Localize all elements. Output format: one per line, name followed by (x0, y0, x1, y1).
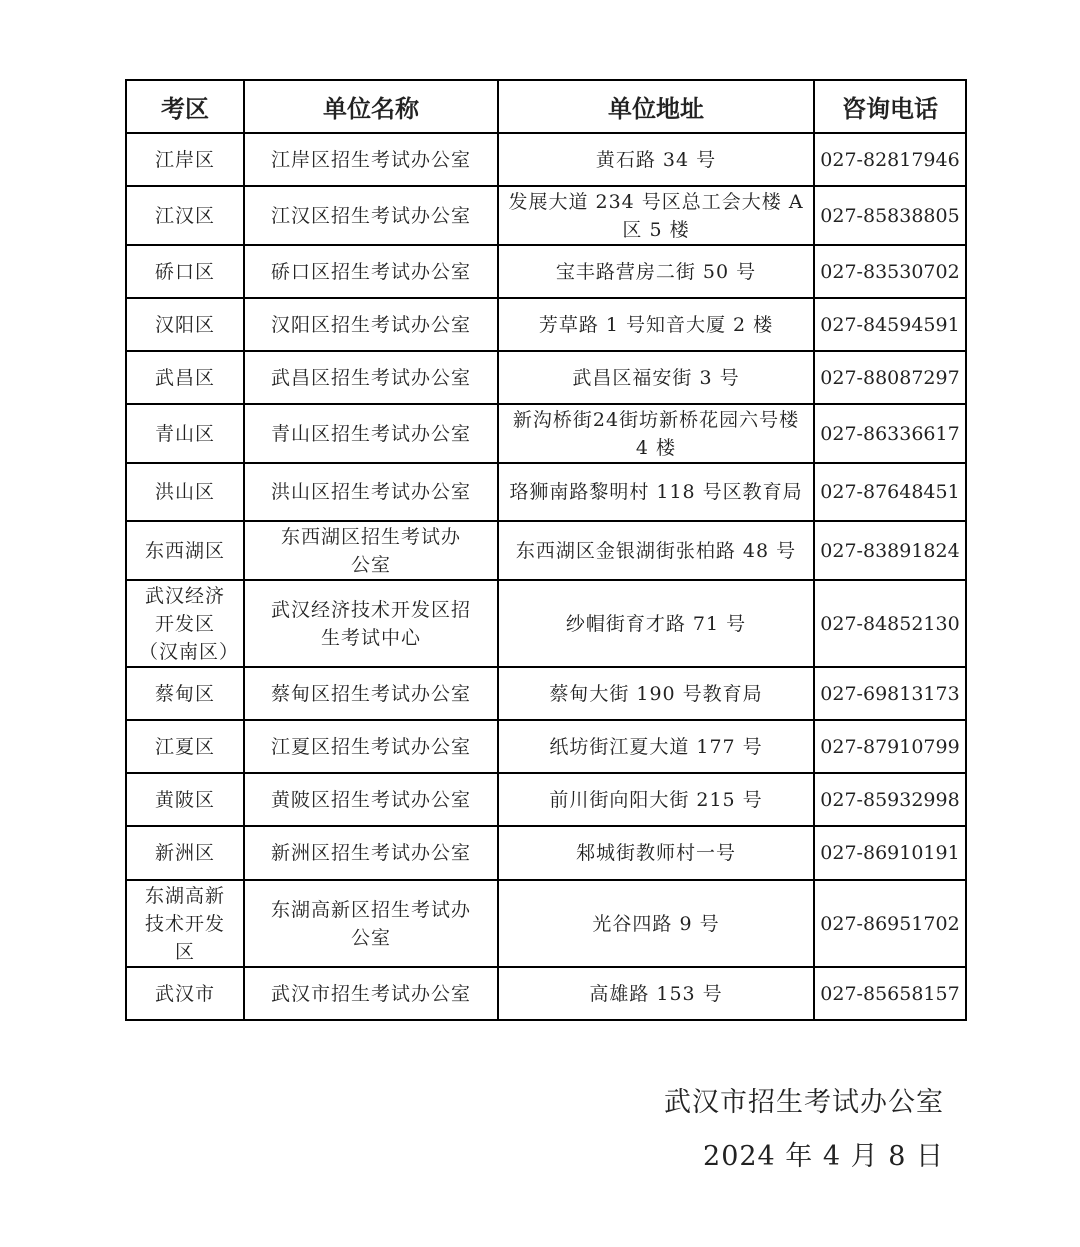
cell-phone: 027-83891824 (814, 521, 966, 580)
table-row (126, 880, 966, 967)
cell-unit-name: 武汉市招生考试办公室 (244, 967, 498, 1020)
contact-table (125, 79, 967, 1021)
cell-phone: 027-85838805 (814, 186, 966, 245)
table-row (126, 404, 966, 463)
table-row (126, 245, 966, 298)
cell-address: 珞狮南路黎明村 118 号区教育局 (498, 463, 814, 521)
cell-phone: 027-86910191 (814, 826, 966, 880)
table-row (126, 186, 966, 245)
cell-phone: 027-87648451 (814, 463, 966, 521)
cell-phone: 027-83530702 (814, 245, 966, 298)
cell-phone: 027-84594591 (814, 298, 966, 351)
header-unit-address: 单位地址 (498, 80, 814, 133)
cell-address: 黄石路 34 号 (498, 133, 814, 186)
issue-date: 2024 年 4 月 8 日 (703, 1141, 944, 1172)
cell-district: 武昌区 (126, 351, 244, 404)
cell-unit-name: 武汉经济技术开发区招生考试中心 (244, 580, 498, 667)
cell-unit-name: 汉阳区招生考试办公室 (244, 298, 498, 351)
cell-address: 光谷四路 9 号 (498, 880, 814, 967)
cell-district: 武汉市 (126, 967, 244, 1020)
cell-district: 蔡甸区 (126, 667, 244, 720)
cell-unit-name: 硚口区招生考试办公室 (244, 245, 498, 298)
table-row (126, 967, 966, 1020)
cell-unit-name: 东湖高新区招生考试办公室 (244, 880, 498, 967)
cell-phone: 027-84852130 (814, 580, 966, 667)
cell-district: 新洲区 (126, 826, 244, 880)
cell-phone: 027-85658157 (814, 967, 966, 1020)
cell-district: 江岸区 (126, 133, 244, 186)
cell-unit-name: 武昌区招生考试办公室 (244, 351, 498, 404)
cell-district: 洪山区 (126, 463, 244, 521)
cell-district: 东西湖区 (126, 521, 244, 580)
table-row (126, 463, 966, 521)
table-row (126, 773, 966, 826)
cell-district: 东湖高新技术开发区 (126, 880, 244, 967)
table-row (126, 133, 966, 186)
cell-address: 芳草路 1 号知音大厦 2 楼 (498, 298, 814, 351)
cell-district: 江夏区 (126, 720, 244, 773)
cell-address: 宝丰路营房二街 50 号 (498, 245, 814, 298)
cell-address: 高雄路 153 号 (498, 967, 814, 1020)
cell-unit-name: 江岸区招生考试办公室 (244, 133, 498, 186)
cell-phone: 027-82817946 (814, 133, 966, 186)
cell-unit-name: 黄陂区招生考试办公室 (244, 773, 498, 826)
cell-unit-name: 东西湖区招生考试办公室 (244, 521, 498, 580)
table-header-row (126, 80, 966, 133)
cell-phone: 027-85932998 (814, 773, 966, 826)
header-exam-district: 考区 (126, 80, 244, 133)
table-row (126, 298, 966, 351)
table-row (126, 580, 966, 667)
cell-unit-name: 江夏区招生考试办公室 (244, 720, 498, 773)
header-unit-name: 单位名称 (244, 80, 498, 133)
cell-address: 纸坊街江夏大道 177 号 (498, 720, 814, 773)
cell-district: 硚口区 (126, 245, 244, 298)
cell-address: 邾城街教师村一号 (498, 826, 814, 880)
cell-address: 蔡甸大街 190 号教育局 (498, 667, 814, 720)
cell-phone: 027-87910799 (814, 720, 966, 773)
issuing-organization: 武汉市招生考试办公室 (664, 1087, 944, 1118)
cell-district: 青山区 (126, 404, 244, 463)
header-phone: 咨询电话 (814, 80, 966, 133)
cell-phone: 027-86951702 (814, 880, 966, 967)
cell-phone: 027-88087297 (814, 351, 966, 404)
cell-unit-name: 洪山区招生考试办公室 (244, 463, 498, 521)
cell-unit-name: 新洲区招生考试办公室 (244, 826, 498, 880)
signature-block (664, 1083, 944, 1177)
table-row (126, 667, 966, 720)
table-row (126, 826, 966, 880)
cell-phone: 027-69813173 (814, 667, 966, 720)
cell-address: 东西湖区金银湖街张柏路 48 号 (498, 521, 814, 580)
cell-district: 武汉经济开发区（汉南区） (126, 580, 244, 667)
cell-district: 江汉区 (126, 186, 244, 245)
cell-address: 前川街向阳大街 215 号 (498, 773, 814, 826)
table-row (126, 351, 966, 404)
cell-address: 纱帽街育才路 71 号 (498, 580, 814, 667)
cell-unit-name: 蔡甸区招生考试办公室 (244, 667, 498, 720)
cell-address: 新沟桥街24街坊新桥花园六号楼 4 楼 (498, 404, 814, 463)
cell-district: 黄陂区 (126, 773, 244, 826)
cell-address: 发展大道 234 号区总工会大楼 A 区 5 楼 (498, 186, 814, 245)
cell-address: 武昌区福安街 3 号 (498, 351, 814, 404)
table-row (126, 521, 966, 580)
cell-unit-name: 青山区招生考试办公室 (244, 404, 498, 463)
cell-phone: 027-86336617 (814, 404, 966, 463)
cell-district: 汉阳区 (126, 298, 244, 351)
table-row (126, 720, 966, 773)
cell-unit-name: 江汉区招生考试办公室 (244, 186, 498, 245)
